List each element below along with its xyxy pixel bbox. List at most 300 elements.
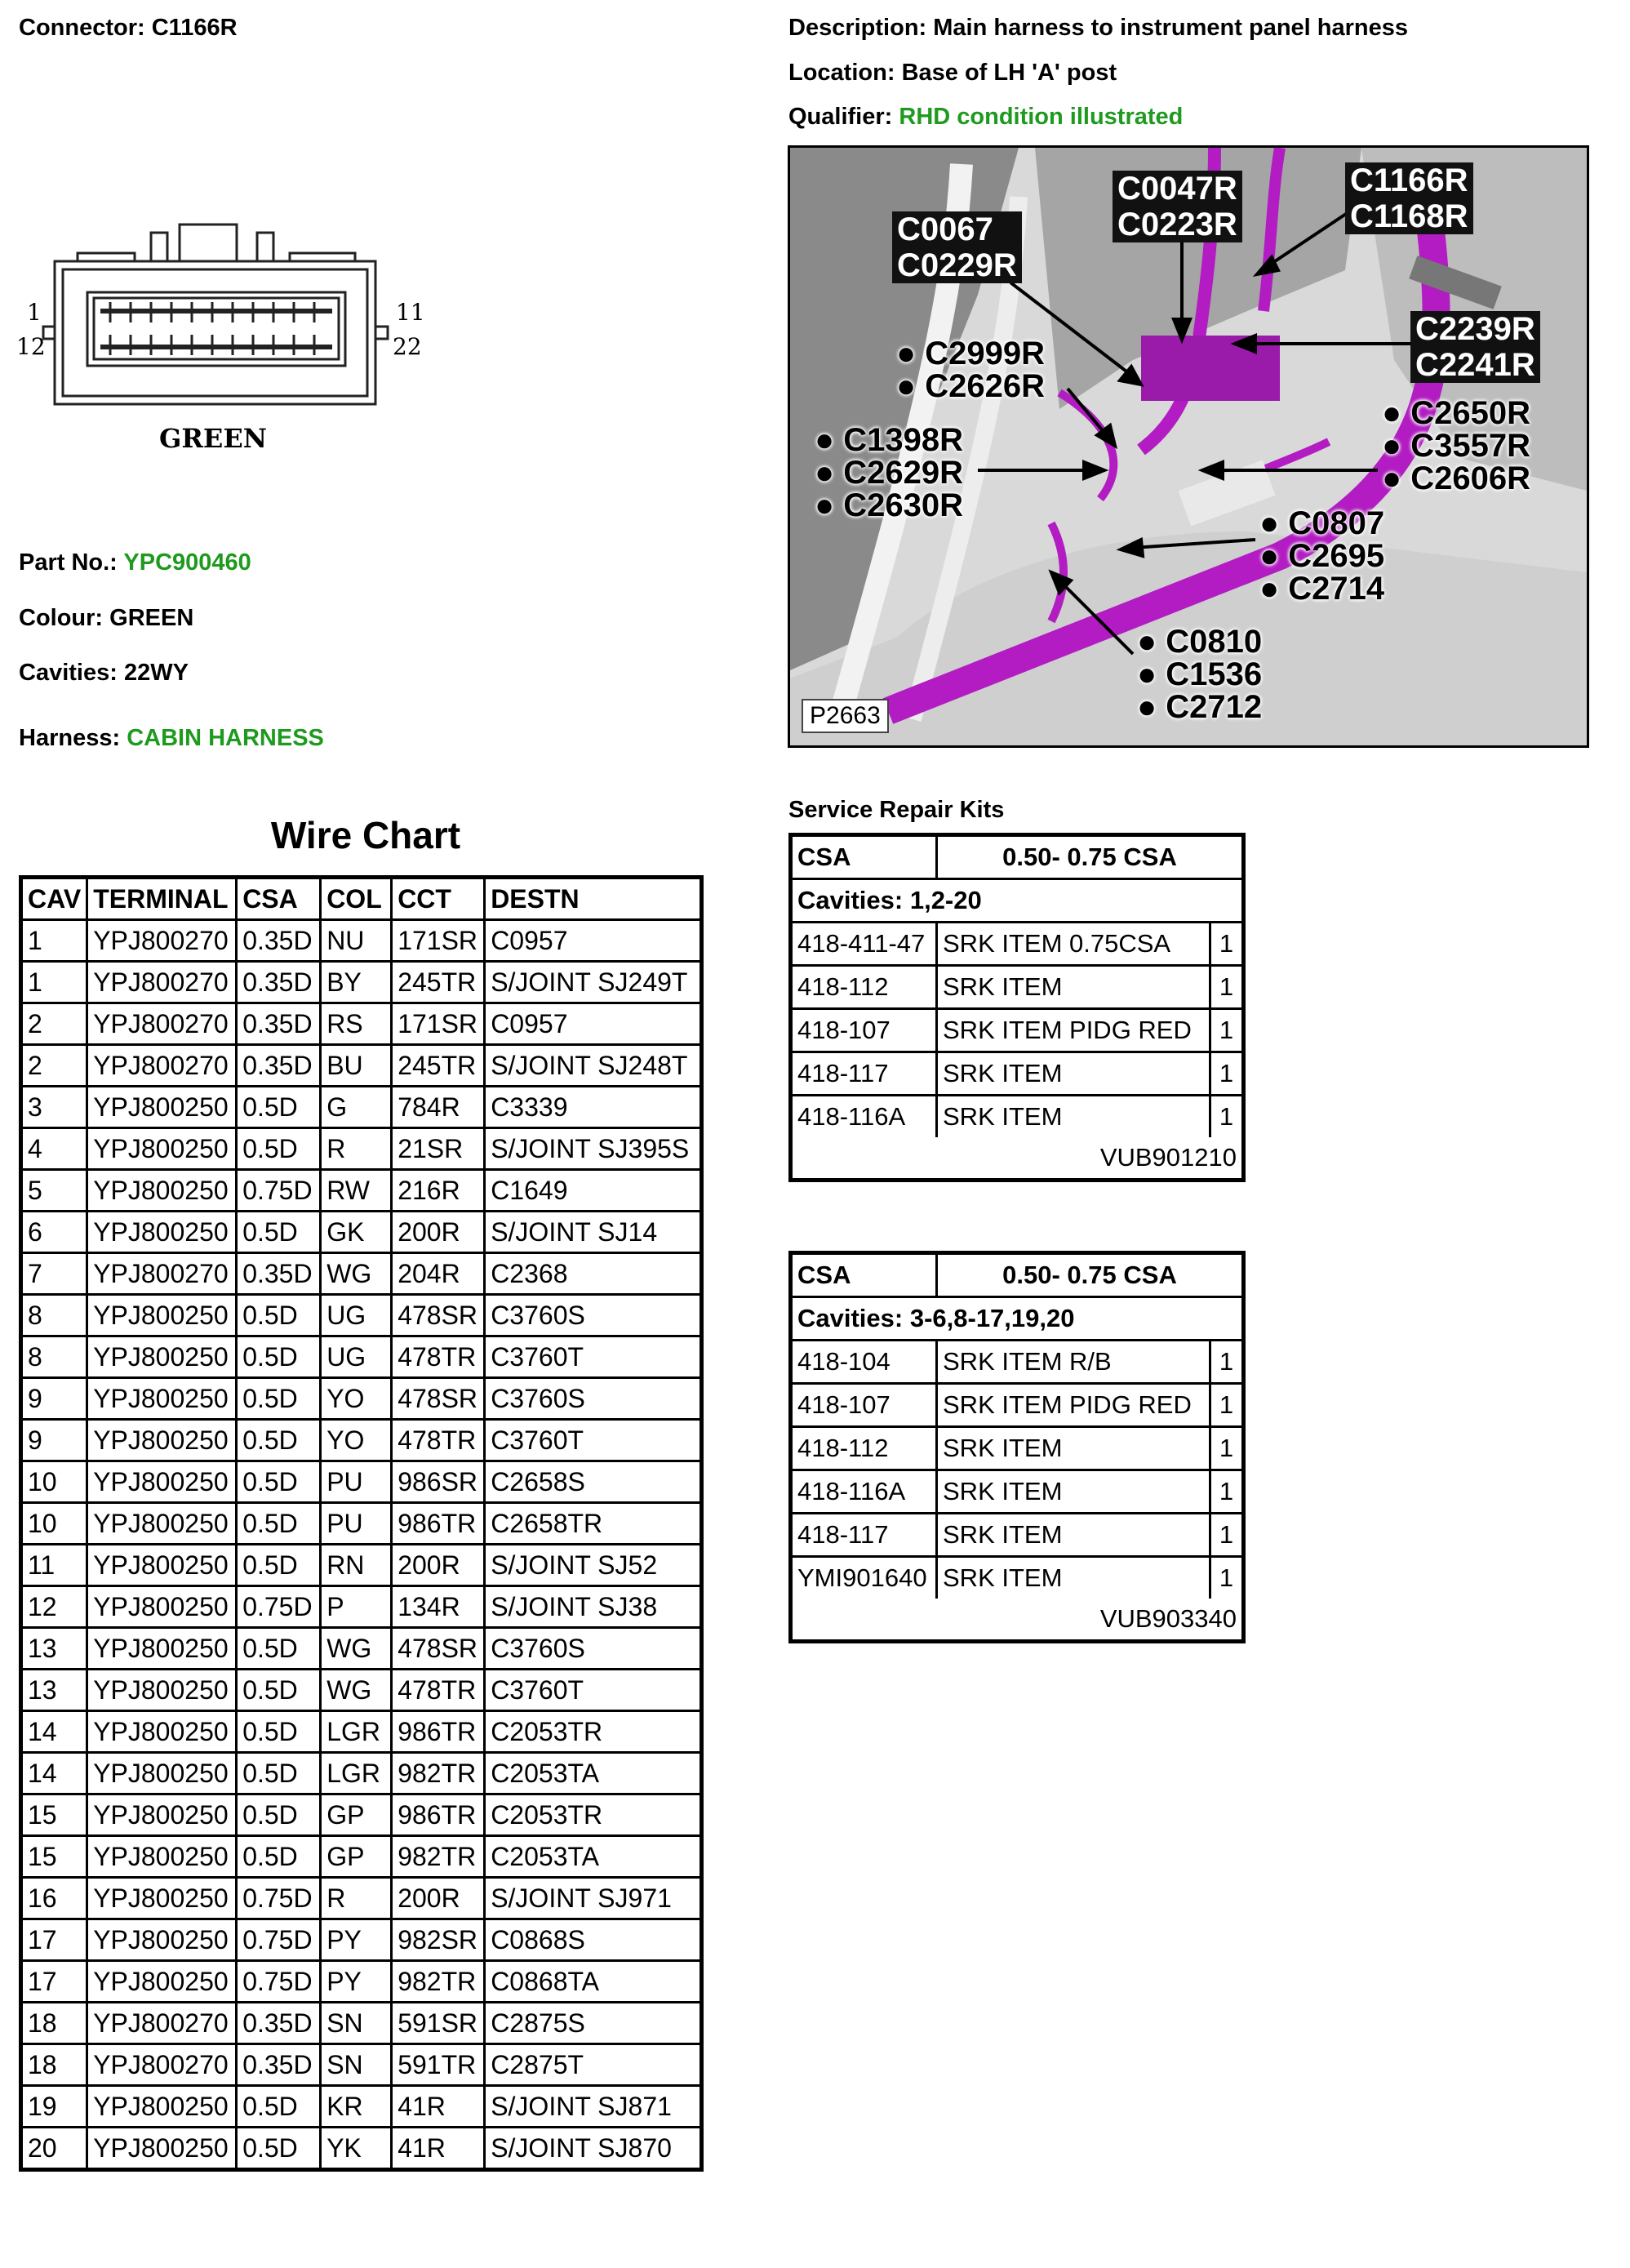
part-number: YPC900460 bbox=[123, 549, 251, 576]
cell-cav: 3 bbox=[21, 1087, 87, 1128]
callout-c0807 bbox=[1259, 507, 1384, 605]
pin-label-11: 11 bbox=[396, 299, 425, 326]
pin-label-12: 12 bbox=[16, 333, 46, 360]
cell-terminal: YPJ800250 bbox=[87, 1628, 237, 1670]
cell-csa: 0.75D bbox=[237, 1961, 321, 2003]
cell-cct: 245TR bbox=[392, 962, 485, 1003]
cell-cav: 9 bbox=[21, 1420, 87, 1461]
cell-col: GP bbox=[321, 1794, 392, 1836]
cell-col: GP bbox=[321, 1836, 392, 1878]
cell-col: R bbox=[321, 1128, 392, 1170]
cell-csa: 0.75D bbox=[237, 1878, 321, 1919]
cell-cav: 13 bbox=[21, 1670, 87, 1711]
location-value: Base of LH 'A' post bbox=[901, 60, 1117, 86]
table-row bbox=[21, 2003, 702, 2044]
kit-item-desc: SRK ITEM bbox=[938, 967, 1211, 1007]
kit-item-code: 418-112 bbox=[793, 1428, 938, 1469]
cell-csa: 0.5D bbox=[237, 2086, 321, 2128]
table-row bbox=[21, 1753, 702, 1794]
cell-destn: C2368 bbox=[485, 1253, 702, 1295]
cell-cct: 200R bbox=[392, 1212, 485, 1253]
cell-terminal: YPJ800250 bbox=[87, 1753, 237, 1794]
table-row bbox=[21, 2044, 702, 2086]
qualifier-line bbox=[788, 104, 1183, 131]
col-header-terminal: TERMINAL bbox=[87, 878, 237, 920]
kit-item-desc: SRK ITEM PIDG RED bbox=[938, 1385, 1211, 1425]
kit-item-qty: 1 bbox=[1219, 1102, 1234, 1131]
cell-csa: 0.35D bbox=[237, 1003, 321, 1045]
connector-face-drawing bbox=[12, 220, 437, 465]
kit-item-code: 418-116A bbox=[793, 1096, 938, 1137]
kit-item-row bbox=[793, 923, 1241, 967]
cell-cav: 1 bbox=[21, 962, 87, 1003]
cell-terminal: YPJ800250 bbox=[87, 1336, 237, 1378]
callout-c0810 bbox=[1137, 625, 1262, 723]
kit-csa-label: CSA bbox=[793, 1255, 938, 1296]
callout-c1398r bbox=[815, 424, 963, 522]
callout-c2239r bbox=[1410, 311, 1540, 383]
cell-destn: C2658S bbox=[485, 1461, 702, 1503]
cell-cct: 41R bbox=[392, 2128, 485, 2170]
cell-terminal: YPJ800250 bbox=[87, 1545, 237, 1586]
table-row bbox=[21, 1628, 702, 1670]
kit-item-code: YMI901640 bbox=[793, 1558, 938, 1599]
cell-destn: C2658TR bbox=[485, 1503, 702, 1545]
cell-col: WG bbox=[321, 1628, 392, 1670]
description-label: Description: bbox=[788, 15, 927, 41]
cell-cct: 216R bbox=[392, 1170, 485, 1212]
cell-terminal: YPJ800250 bbox=[87, 1503, 237, 1545]
cavities-line bbox=[19, 660, 189, 687]
location-label: Location: bbox=[788, 60, 895, 86]
cell-cav: 17 bbox=[21, 1919, 87, 1961]
cell-destn: C3760T bbox=[485, 1336, 702, 1378]
cell-terminal: YPJ800250 bbox=[87, 1586, 237, 1628]
cell-destn: S/JOINT SJ870 bbox=[485, 2128, 702, 2170]
callout-c0047r-line1: C0047R bbox=[1113, 171, 1242, 207]
kit-item-row bbox=[793, 1558, 1241, 1599]
cell-col: SN bbox=[321, 2044, 392, 2086]
kit-item-row bbox=[793, 1096, 1241, 1137]
table-row bbox=[21, 1087, 702, 1128]
kit-reference: VUB903340 bbox=[1099, 1604, 1237, 1633]
table-row bbox=[21, 2128, 702, 2170]
cell-csa: 0.5D bbox=[237, 1461, 321, 1503]
cell-destn: C2053TA bbox=[485, 1753, 702, 1794]
cell-terminal: YPJ800250 bbox=[87, 1794, 237, 1836]
pin-label-1: 1 bbox=[27, 299, 42, 326]
kit-ref-row bbox=[793, 1599, 1241, 1639]
wire-chart-title: Wire Chart bbox=[270, 814, 461, 856]
connector-colour-text: GREEN bbox=[159, 423, 267, 454]
cell-destn: S/JOINT SJ38 bbox=[485, 1586, 702, 1628]
kit-item-code: 418-107 bbox=[793, 1010, 938, 1051]
cell-destn: S/JOINT SJ871 bbox=[485, 2086, 702, 2128]
location-photo bbox=[788, 145, 1589, 748]
cell-terminal: YPJ800250 bbox=[87, 2086, 237, 2128]
cell-col: RN bbox=[321, 1545, 392, 1586]
kit-item-row bbox=[793, 1341, 1241, 1385]
cell-cct: 591TR bbox=[392, 2044, 485, 2086]
cell-csa: 0.5D bbox=[237, 1212, 321, 1253]
cell-col: YK bbox=[321, 2128, 392, 2170]
cell-cav: 18 bbox=[21, 2044, 87, 2086]
cell-terminal: YPJ800270 bbox=[87, 1003, 237, 1045]
description-line bbox=[788, 15, 1408, 42]
cell-csa: 0.35D bbox=[237, 1253, 321, 1295]
kit-csa-label: CSA bbox=[793, 837, 938, 878]
cell-col: PY bbox=[321, 1919, 392, 1961]
cell-col: YO bbox=[321, 1378, 392, 1420]
col-header-destn: DESTN bbox=[485, 878, 702, 920]
cell-cav: 13 bbox=[21, 1628, 87, 1670]
cell-destn: C3760S bbox=[485, 1628, 702, 1670]
table-row bbox=[21, 1961, 702, 2003]
callout-c2999r-line1: ● C2999R bbox=[896, 336, 1046, 371]
table-row bbox=[21, 1003, 702, 1045]
cell-csa: 0.5D bbox=[237, 1295, 321, 1336]
location-line bbox=[788, 60, 1117, 87]
callout-c0807-line3: ● C2714 bbox=[1259, 571, 1385, 607]
cell-cav: 6 bbox=[21, 1212, 87, 1253]
cell-destn: C3760S bbox=[485, 1295, 702, 1336]
kit-item-qty: 1 bbox=[1219, 972, 1234, 1001]
cell-csa: 0.5D bbox=[237, 1378, 321, 1420]
cell-cav: 11 bbox=[21, 1545, 87, 1586]
cell-cct: 41R bbox=[392, 2086, 485, 2128]
colour-line bbox=[19, 605, 193, 632]
table-row bbox=[21, 1336, 702, 1378]
table-row bbox=[21, 1836, 702, 1878]
kit-item-code: 418-411-47 bbox=[793, 923, 938, 964]
cell-destn: C3760T bbox=[485, 1670, 702, 1711]
kit-item-row bbox=[793, 1010, 1241, 1053]
cell-cct: 986SR bbox=[392, 1461, 485, 1503]
kit-ref-row bbox=[793, 1137, 1241, 1178]
colour-label: Colour: bbox=[19, 605, 104, 631]
cell-destn: C0868S bbox=[485, 1919, 702, 1961]
wire-chart-table bbox=[19, 875, 704, 2172]
cell-destn: S/JOINT SJ52 bbox=[485, 1545, 702, 1586]
kit-item-code: 418-112 bbox=[793, 967, 938, 1007]
table-row bbox=[21, 1794, 702, 1836]
table-row bbox=[21, 1170, 702, 1212]
part-line bbox=[19, 549, 251, 576]
kit-item-code: 418-117 bbox=[793, 1053, 938, 1094]
cell-col: LGR bbox=[321, 1753, 392, 1794]
cell-terminal: YPJ800270 bbox=[87, 920, 237, 962]
col-header-col: COL bbox=[321, 878, 392, 920]
cell-cav: 2 bbox=[21, 1003, 87, 1045]
kit-item-qty: 1 bbox=[1219, 1434, 1234, 1462]
pin-label-22: 22 bbox=[393, 333, 422, 360]
cell-cct: 200R bbox=[392, 1545, 485, 1586]
cell-col: SN bbox=[321, 2003, 392, 2044]
cell-cav: 14 bbox=[21, 1753, 87, 1794]
callout-c1166r-line2: C1168R bbox=[1345, 198, 1473, 234]
cell-col: PY bbox=[321, 1961, 392, 2003]
kit-csa-value: 0.50- 0.75 CSA bbox=[1002, 1261, 1177, 1289]
cell-cav: 20 bbox=[21, 2128, 87, 2170]
cell-terminal: YPJ800250 bbox=[87, 1961, 237, 2003]
cell-cav: 4 bbox=[21, 1128, 87, 1170]
kit-item-qty: 1 bbox=[1219, 1390, 1234, 1419]
callout-c2999r bbox=[896, 337, 1045, 402]
cavities-value: 22WY bbox=[123, 660, 189, 686]
kit-item-desc: SRK ITEM bbox=[938, 1053, 1211, 1094]
harness-label: Harness: bbox=[19, 725, 121, 751]
cell-destn: C3339 bbox=[485, 1087, 702, 1128]
cell-destn: C3760T bbox=[485, 1420, 702, 1461]
callout-c2999r-line2: ● C2626R bbox=[896, 368, 1046, 404]
table-row bbox=[21, 1711, 702, 1753]
cell-csa: 0.5D bbox=[237, 1087, 321, 1128]
cell-destn: C2053TR bbox=[485, 1711, 702, 1753]
callout-c2239r-line1: C2239R bbox=[1410, 311, 1540, 347]
kit-cavities: Cavities: 1,2-20 bbox=[797, 886, 982, 914]
cell-col: G bbox=[321, 1087, 392, 1128]
cavities-label: Cavities: bbox=[19, 660, 118, 686]
cell-cct: 986TR bbox=[392, 1794, 485, 1836]
callout-c0047r bbox=[1113, 171, 1242, 242]
cell-col: P bbox=[321, 1586, 392, 1628]
cell-cct: 478TR bbox=[392, 1420, 485, 1461]
cell-csa: 0.75D bbox=[237, 1919, 321, 1961]
cell-cct: 478SR bbox=[392, 1295, 485, 1336]
kit-item-row bbox=[793, 1428, 1241, 1471]
cell-cav: 9 bbox=[21, 1378, 87, 1420]
kit-cavities: Cavities: 3-6,8-17,19,20 bbox=[797, 1304, 1075, 1332]
connector-line bbox=[19, 15, 238, 42]
cell-csa: 0.5D bbox=[237, 1753, 321, 1794]
cell-csa: 0.5D bbox=[237, 1128, 321, 1170]
cell-cct: 204R bbox=[392, 1253, 485, 1295]
harness-line bbox=[19, 725, 324, 752]
cell-terminal: YPJ800270 bbox=[87, 962, 237, 1003]
cell-csa: 0.35D bbox=[237, 920, 321, 962]
cell-terminal: YPJ800250 bbox=[87, 1378, 237, 1420]
kit-item-qty: 1 bbox=[1219, 1563, 1234, 1592]
table-row bbox=[21, 1503, 702, 1545]
table-row bbox=[21, 1545, 702, 1586]
cell-csa: 0.5D bbox=[237, 1503, 321, 1545]
cell-csa: 0.75D bbox=[237, 1586, 321, 1628]
callout-c2650r-line1: ● C2650R bbox=[1382, 395, 1531, 431]
kit-item-code: 418-116A bbox=[793, 1471, 938, 1512]
kit-items bbox=[793, 1341, 1241, 1599]
cell-terminal: YPJ800250 bbox=[87, 1128, 237, 1170]
cell-cct: 200R bbox=[392, 1878, 485, 1919]
cell-cct: 591SR bbox=[392, 2003, 485, 2044]
connector-label: Connector: bbox=[19, 15, 145, 41]
cell-col: KR bbox=[321, 2086, 392, 2128]
table-row bbox=[21, 1919, 702, 1961]
table-row bbox=[21, 1461, 702, 1503]
kit-item-desc: SRK ITEM PIDG RED bbox=[938, 1010, 1211, 1051]
callout-c1398r-line3: ● C2630R bbox=[815, 487, 964, 523]
cell-col: PU bbox=[321, 1461, 392, 1503]
kit-item-desc: SRK ITEM bbox=[938, 1514, 1211, 1555]
cell-col: RS bbox=[321, 1003, 392, 1045]
table-row bbox=[21, 1586, 702, 1628]
cell-destn: C2875T bbox=[485, 2044, 702, 2086]
cell-cct: 245TR bbox=[392, 1045, 485, 1087]
cell-cct: 982TR bbox=[392, 1836, 485, 1878]
cell-destn: C0957 bbox=[485, 1003, 702, 1045]
kit-item-desc: SRK ITEM bbox=[938, 1428, 1211, 1469]
cell-col: YO bbox=[321, 1420, 392, 1461]
cell-cct: 21SR bbox=[392, 1128, 485, 1170]
cell-csa: 0.5D bbox=[237, 1545, 321, 1586]
cell-terminal: YPJ800250 bbox=[87, 1878, 237, 1919]
cell-cct: 982SR bbox=[392, 1919, 485, 1961]
cell-terminal: YPJ800250 bbox=[87, 1295, 237, 1336]
cell-col: WG bbox=[321, 1670, 392, 1711]
callout-c1398r-line1: ● C1398R bbox=[815, 422, 964, 458]
table-row bbox=[21, 1045, 702, 1087]
cell-csa: 0.35D bbox=[237, 1045, 321, 1087]
kit-item-code: 418-104 bbox=[793, 1341, 938, 1382]
cell-col: GK bbox=[321, 1212, 392, 1253]
callout-c0807-line2: ● C2695 bbox=[1259, 538, 1385, 574]
cell-cav: 15 bbox=[21, 1794, 87, 1836]
cell-col: UG bbox=[321, 1295, 392, 1336]
cell-cav: 1 bbox=[21, 920, 87, 962]
callout-c2650r bbox=[1382, 397, 1530, 495]
cell-terminal: YPJ800250 bbox=[87, 1170, 237, 1212]
service-kits-title: Service Repair Kits bbox=[788, 797, 1005, 823]
callout-c0067 bbox=[892, 211, 1022, 283]
wire-chart-header-row bbox=[21, 878, 702, 920]
cell-destn: S/JOINT SJ249T bbox=[485, 962, 702, 1003]
kit-item-row bbox=[793, 967, 1241, 1010]
cell-destn: S/JOINT SJ395S bbox=[485, 1128, 702, 1170]
kit-item-row bbox=[793, 1385, 1241, 1428]
kit-items bbox=[793, 923, 1241, 1137]
table-row bbox=[21, 1420, 702, 1461]
table-row bbox=[21, 1670, 702, 1711]
cell-cav: 5 bbox=[21, 1170, 87, 1212]
cell-col: PU bbox=[321, 1503, 392, 1545]
cell-destn: S/JOINT SJ14 bbox=[485, 1212, 702, 1253]
kit-header-row bbox=[793, 837, 1241, 880]
table-row bbox=[21, 1212, 702, 1253]
kit-cavities-row bbox=[793, 880, 1241, 923]
cell-destn: C0868TA bbox=[485, 1961, 702, 2003]
cell-cct: 982TR bbox=[392, 1961, 485, 2003]
cell-cav: 14 bbox=[21, 1711, 87, 1753]
wire-chart-body bbox=[21, 920, 702, 2170]
callout-c0810-line1: ● C0810 bbox=[1137, 624, 1263, 660]
cell-cav: 17 bbox=[21, 1961, 87, 2003]
callout-c0047r-line2: C0223R bbox=[1113, 207, 1242, 242]
cell-cct: 478SR bbox=[392, 1378, 485, 1420]
cell-cct: 478TR bbox=[392, 1670, 485, 1711]
callout-c0810-line3: ● C2712 bbox=[1137, 689, 1263, 725]
kit-item-desc: SRK ITEM bbox=[938, 1558, 1211, 1599]
harness-value: CABIN HARNESS bbox=[127, 725, 324, 751]
cell-csa: 0.35D bbox=[237, 2003, 321, 2044]
cell-col: UG bbox=[321, 1336, 392, 1378]
cell-cav: 19 bbox=[21, 2086, 87, 2128]
cell-terminal: YPJ800250 bbox=[87, 1670, 237, 1711]
callout-c1398r-line2: ● C2629R bbox=[815, 455, 964, 491]
cell-destn: C0957 bbox=[485, 920, 702, 962]
kit-item-qty: 1 bbox=[1219, 1059, 1234, 1087]
callout-c1166r-line1: C1166R bbox=[1345, 162, 1473, 198]
kit-item-qty: 1 bbox=[1219, 1520, 1234, 1549]
callout-c0067-line2: C0229R bbox=[892, 247, 1022, 283]
cell-cct: 986TR bbox=[392, 1711, 485, 1753]
cell-cav: 10 bbox=[21, 1503, 87, 1545]
cell-destn: C2053TA bbox=[485, 1836, 702, 1878]
cell-cav: 10 bbox=[21, 1461, 87, 1503]
col-header-csa: CSA bbox=[237, 878, 321, 920]
kit-item-code: 418-107 bbox=[793, 1385, 938, 1425]
cell-cav: 8 bbox=[21, 1295, 87, 1336]
cell-cct: 784R bbox=[392, 1087, 485, 1128]
cell-cct: 982TR bbox=[392, 1753, 485, 1794]
service-kit-table bbox=[788, 1251, 1246, 1643]
cell-terminal: YPJ800270 bbox=[87, 1253, 237, 1295]
cell-col: BU bbox=[321, 1045, 392, 1087]
kit-item-qty: 1 bbox=[1219, 1016, 1234, 1044]
callout-c2650r-line3: ● C2606R bbox=[1382, 460, 1531, 496]
cell-terminal: YPJ800270 bbox=[87, 2003, 237, 2044]
cell-destn: C1649 bbox=[485, 1170, 702, 1212]
cell-terminal: YPJ800250 bbox=[87, 1087, 237, 1128]
cell-destn: C3760S bbox=[485, 1378, 702, 1420]
cell-cct: 171SR bbox=[392, 1003, 485, 1045]
table-row bbox=[21, 920, 702, 962]
photo-reference: P2663 bbox=[802, 699, 889, 733]
kit-item-row bbox=[793, 1514, 1241, 1558]
callout-c0807-line1: ● C0807 bbox=[1259, 505, 1385, 541]
cell-csa: 0.35D bbox=[237, 962, 321, 1003]
cell-cav: 7 bbox=[21, 1253, 87, 1295]
kit-item-desc: SRK ITEM R/B bbox=[938, 1341, 1211, 1382]
cell-col: BY bbox=[321, 962, 392, 1003]
cell-csa: 0.5D bbox=[237, 1711, 321, 1753]
cell-terminal: YPJ800270 bbox=[87, 2044, 237, 2086]
connector-id: C1166R bbox=[151, 15, 238, 41]
col-header-cct: CCT bbox=[392, 878, 485, 920]
cell-terminal: YPJ800270 bbox=[87, 1045, 237, 1087]
callout-c0067-line1: C0067 bbox=[892, 211, 1022, 247]
cell-csa: 0.35D bbox=[237, 2044, 321, 2086]
cell-csa: 0.5D bbox=[237, 1420, 321, 1461]
table-row bbox=[21, 2086, 702, 2128]
callout-c2239r-line2: C2241R bbox=[1410, 347, 1540, 383]
kit-item-row bbox=[793, 1053, 1241, 1096]
kit-item-qty: 1 bbox=[1219, 1477, 1234, 1505]
cell-destn: C2875S bbox=[485, 2003, 702, 2044]
cell-csa: 0.5D bbox=[237, 2128, 321, 2170]
cell-terminal: YPJ800250 bbox=[87, 1420, 237, 1461]
kit-item-qty: 1 bbox=[1219, 929, 1234, 958]
cell-csa: 0.75D bbox=[237, 1170, 321, 1212]
cell-cct: 986TR bbox=[392, 1503, 485, 1545]
cell-col: LGR bbox=[321, 1711, 392, 1753]
cell-cav: 12 bbox=[21, 1586, 87, 1628]
cell-cct: 478TR bbox=[392, 1336, 485, 1378]
kit-header-row bbox=[793, 1255, 1241, 1298]
cell-terminal: YPJ800250 bbox=[87, 1711, 237, 1753]
cell-col: WG bbox=[321, 1253, 392, 1295]
part-label: Part No.: bbox=[19, 549, 118, 576]
cell-cct: 171SR bbox=[392, 920, 485, 962]
kit-item-row bbox=[793, 1471, 1241, 1514]
